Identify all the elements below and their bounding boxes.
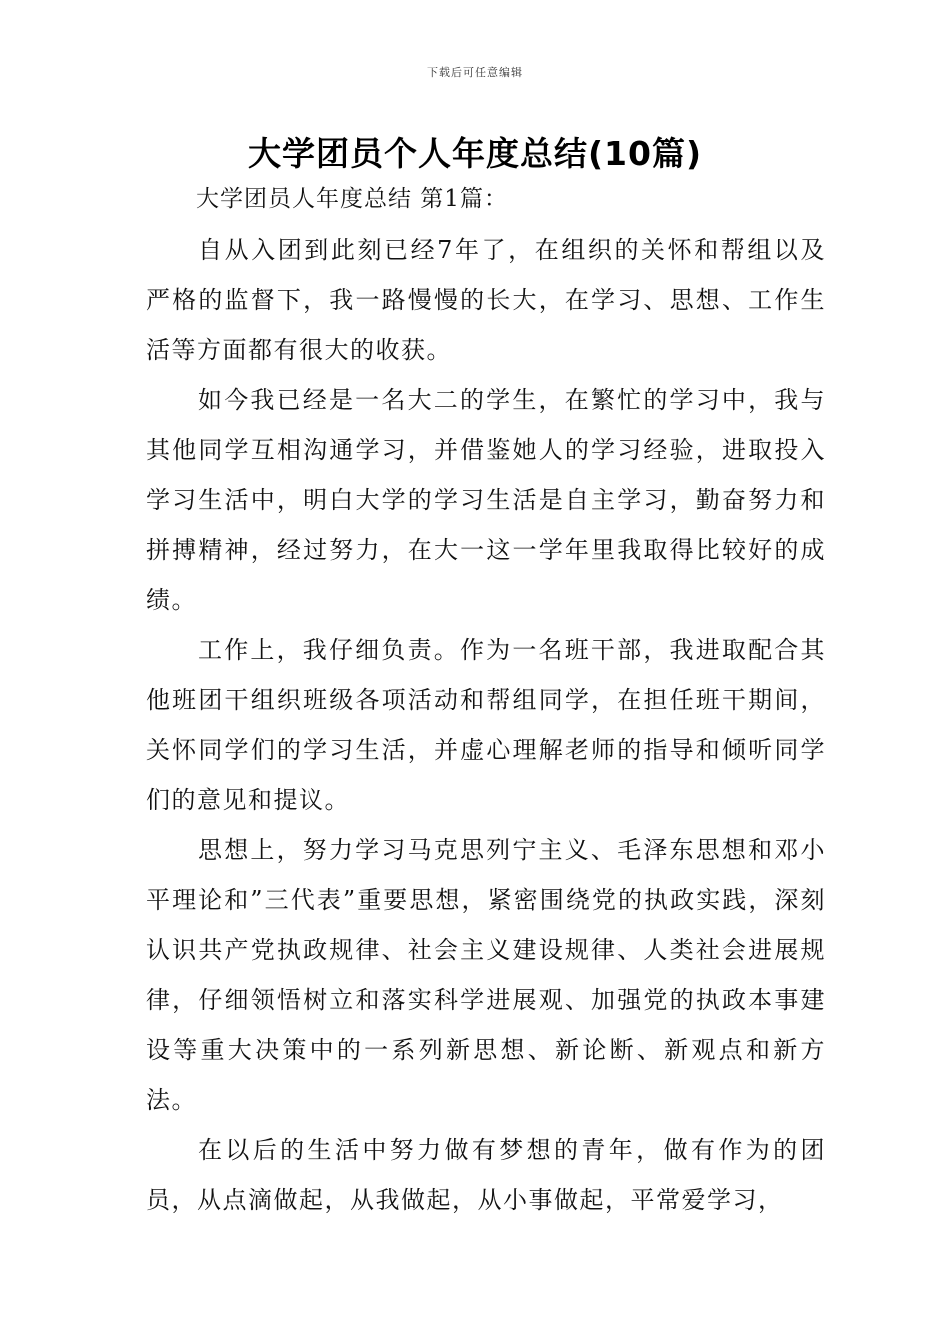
section-subtitle: 大学团员人年度总结 第1篇： <box>196 186 508 212</box>
document-body <box>146 225 826 1225</box>
paragraph: 在以后的生活中努力做有梦想的青年，做有作为的团员，从点滴做起，从我做起，从小事做起，平常爱学习， <box>146 1136 826 1214</box>
header-note: 下载后可任意编辑 <box>427 66 523 79</box>
paragraph: 自从入团到此刻已经7年了，在组织的关怀和帮组以及严格的监督下，我一路慢慢的长大，在学习、思想、工作生活等方面都有很大的收获。 <box>146 236 826 364</box>
paragraph: 思想上，努力学习马克思列宁主义、毛泽东思想和邓小平理论和”三代表”重要思想，紧密围绕党的执政实践，深刻认识共产党执政规律、社会主义建设规律、人类社会进展规律，仔细领悟树立和落实科学进展观、加强党的执政本事建设等重大决策中的一系列新思想、新论断、新观点和新方法。 <box>146 836 826 1114</box>
paragraph: 工作上，我仔细负责。作为一名班干部，我进取配合其他班团干组织班级各项活动和帮组同学，在担任班干期间，关怀同学们的学习生活，并虚心理解老师的指导和倾听同学们的意见和提议。 <box>146 636 826 814</box>
document-title: 大学团员个人年度总结(10篇) <box>247 134 703 173</box>
paragraph: 如今我已经是一名大二的学生，在繁忙的学习中，我与其他同学互相沟通学习，并借鉴她人的学习经验，进取投入学习生活中，明白大学的学习生活是自主学习，勤奋努力和拼搏精神，经过努力，在大一这一学年里我取得比较好的成绩。 <box>146 386 826 614</box>
